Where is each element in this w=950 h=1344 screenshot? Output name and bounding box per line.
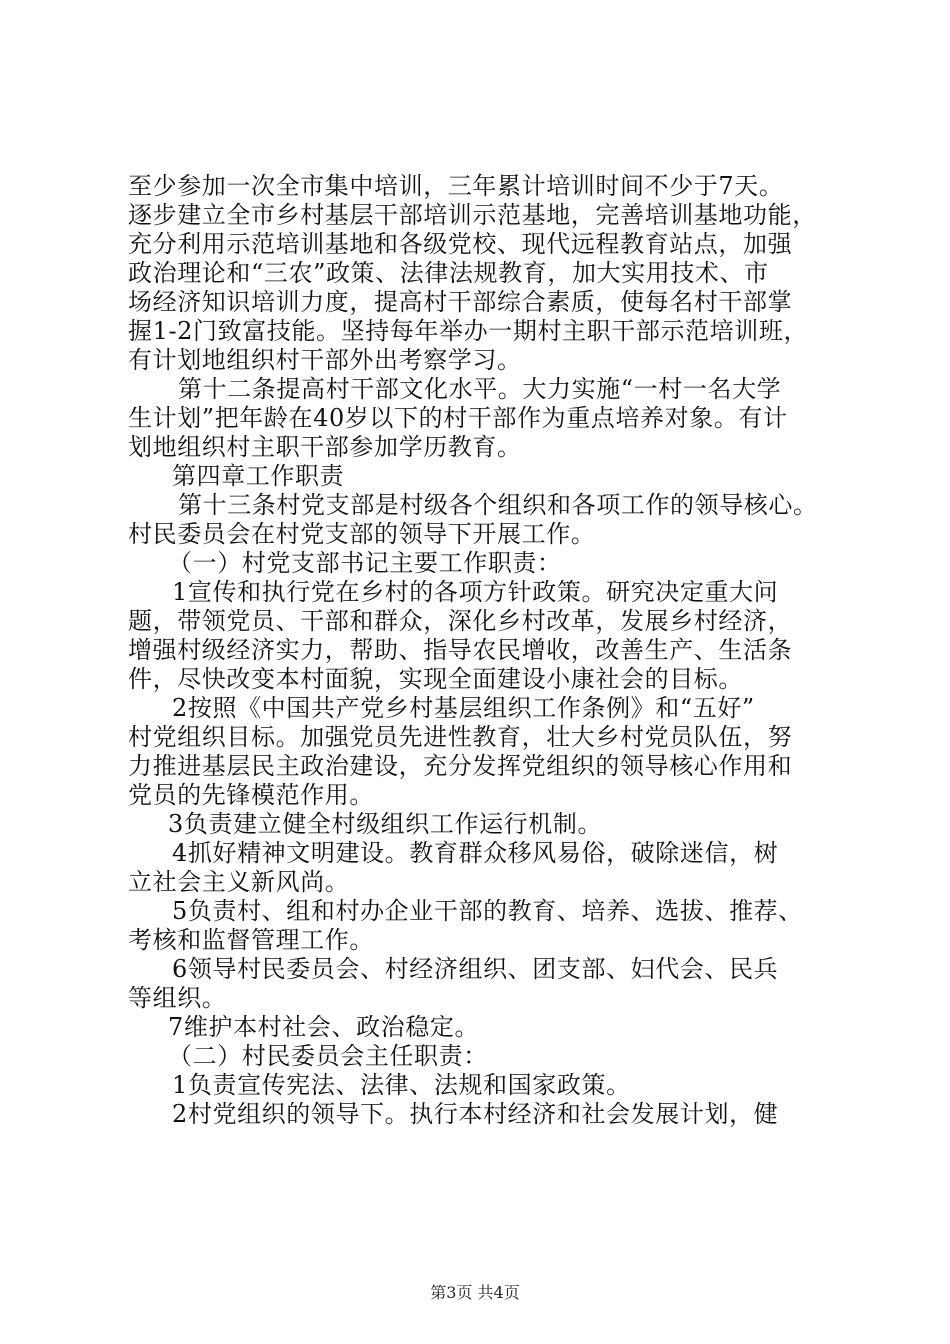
text-line: 力推进基层民主政治建设，充分发挥党组织的领导核心作用和 (128, 752, 793, 780)
text-line: 逐步建立全市乡村基层干部培训示范基地，完善培训基地功能， (128, 201, 817, 229)
document-body (128, 172, 848, 1129)
text-line: 握1-2门致富技能。坚持每年举办一期村主职干部示范培训班， (128, 317, 809, 345)
text-line: 5负责村、组和村办企业干部的教育、培养、选拔、推荐、 (172, 897, 803, 925)
text-line: 增强村级经济实力，帮助、指导农民增收，改善生产、生活条 (128, 636, 793, 664)
text-line: 场经济知识培训力度，提高村干部综合素质，使每名村干部掌 (128, 288, 793, 316)
text-line: 村民委员会在村党支部的领导下开展工作。 (128, 520, 596, 548)
text-line: 至少参加一次全市集中培训，三年累计培训时间不少于7天。 (128, 172, 784, 200)
text-line: 第十二条提高村干部文化水平。大力实施“一村一名大学 (178, 375, 782, 403)
chapter-heading: 第四章工作职责 (172, 462, 345, 490)
section-heading: （二）村民委员会主任职责： (168, 1042, 488, 1070)
text-line: 政治理论和“三农”政策、法律法规教育，加大实用技术、市 (128, 259, 769, 287)
section-heading: （一）村党支部书记主要工作职责： (168, 549, 562, 577)
text-line: 2村党组织的领导下。执行本村经济和社会发展计划，健 (172, 1100, 779, 1128)
text-line: 党员的先锋模范作用。 (128, 781, 374, 809)
text-line: 1负责宣传宪法、法律、法规和国家政策。 (172, 1071, 631, 1099)
text-line: 划地组织村主职干部参加学历教育。 (128, 433, 522, 461)
text-line: 考核和监督管理工作。 (128, 926, 374, 954)
text-line: 立社会主义新风尚。 (128, 868, 350, 896)
text-line: 题，带领党员、干部和群众，深化乡村改革，发展乡村经济， (128, 607, 793, 635)
text-line: 1宣传和执行党在乡村的各项方针政策。研究决定重大问 (172, 578, 779, 606)
text-line: 等组织。 (128, 984, 227, 1012)
text-line: 生计划”把年龄在40岁以下的村干部作为重点培养对象。有计 (128, 404, 788, 432)
text-line: 第十三条村党支部是村级各个组织和各项工作的领导核心。 (178, 491, 818, 519)
text-line: 3负责建立健全村级组织工作运行机制。 (168, 810, 603, 838)
text-line: 件，尽快改变本村面貌，实现全面建设小康社会的目标。 (128, 665, 743, 693)
text-line: 4抓好精神文明建设。教育群众移风易俗，破除迷信，树 (172, 839, 779, 867)
text-line: 2按照《中国共产党乡村基层组织工作条例》和“五好” (172, 694, 755, 722)
text-line: 有计划地组织村干部外出考察学习。 (128, 346, 522, 374)
text-line: 充分利用示范培训基地和各级党校、现代远程教育站点，加强 (128, 230, 793, 258)
text-line: 村党组织目标。加强党员先进性教育，壮大乡村党员队伍，努 (128, 723, 793, 751)
page-footer: 第3页 共4页 (430, 1283, 520, 1302)
text-line: 7维护本村社会、政治稳定。 (168, 1013, 480, 1041)
text-line: 6领导村民委员会、村经济组织、团支部、妇代会、民兵 (172, 955, 779, 983)
